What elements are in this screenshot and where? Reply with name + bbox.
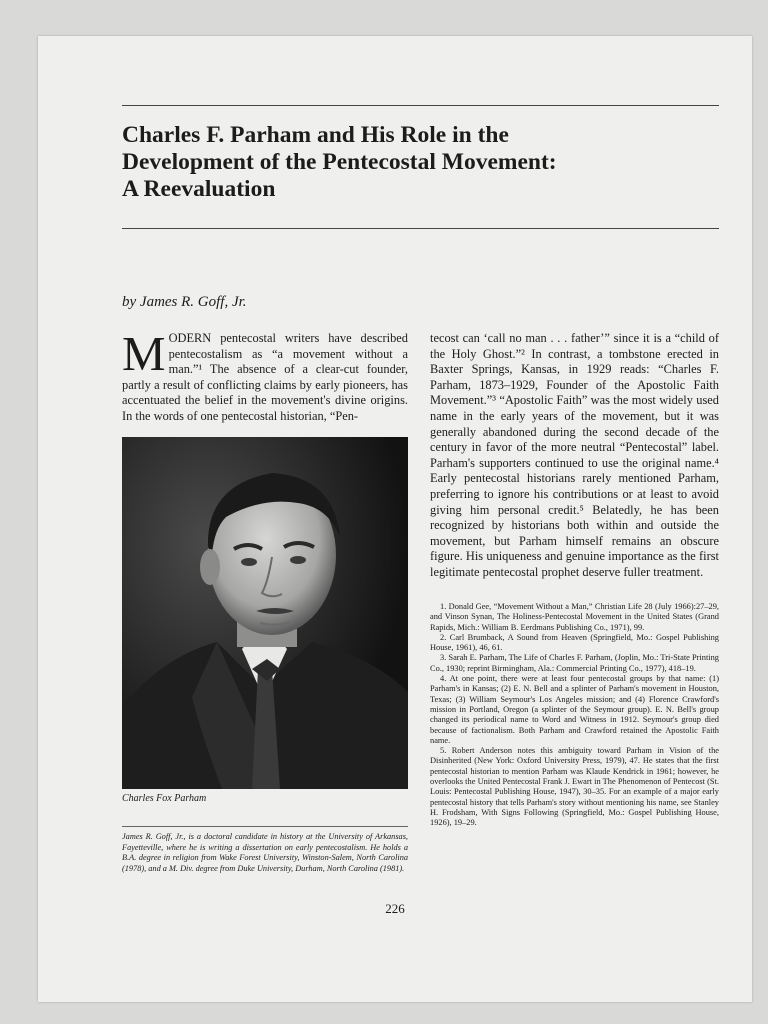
portrait-illustration (122, 437, 408, 789)
opening-paragraph (122, 326, 408, 425)
title-line: Development of the Pentecostal Movement: (122, 149, 557, 175)
footnote: 3. Sarah E. Parham, The Life of Charles F. Parham, (Joplin, Mo.: Tri-State Printing Co., 1930; reprint Birmingham, Ala.: Commercial Printing Co., 1977), 418–19. (430, 653, 719, 673)
drop-cap: M (122, 326, 166, 381)
article-title (122, 122, 682, 203)
author-note: James R. Goff, Jr., is a doctoral candidate in history at the University of Arkansas, Fayetteville, where he is writing a dissertation on early pentecostalism. He holds a B.A. degree in religion from Wake Forest University, Winston-Salem, North Carolina (1978), and a M. Div. degree from Duke University, Durham, North Carolina (1981). (122, 832, 408, 873)
journal-page (38, 36, 752, 1002)
byline: by James R. Goff, Jr. (122, 294, 247, 310)
top-rule (122, 105, 719, 106)
footnote: 1. Donald Gee, “Movement Without a Man,” Christian Life 28 (July 1966):27–29, and Vinson Synan, The Holiness-Pentecostal Movement in the United States (Grand Rapids, Mich.: William B. Eerdmans Publishing Co., 1971), 99. (430, 602, 719, 632)
footnote: 4. At one point, there were at least four pentecostal groups by that name: (1) Parham's in Kansas; (2) E. N. Bell and a splinter of Parham's movement in Houston, Texas; (3) William Seymour's Los Angeles mission; and (4) Florence Crawford's mission in Portland, Oregon (a splinter of the Seymour group). E. N. Bell's group changed its periodical name to Word and Witness in 1912. Seymour's group died because of factionalism. Both Parham and Crawford retained the Apostolic Faith name. (430, 674, 719, 745)
right-column (430, 331, 719, 581)
title-rule (122, 228, 719, 229)
footnote: 5. Robert Anderson notes this ambiguity toward Parham in Vision of the Disinherited (New York: Oxford University Press, 1979), 47. He states that the first pentecostal historian to mention Parham was Klaude Kendrick in 1961; however, he overlooks the United Pentecostal Frank J. Ewart in The Phenomenon of Pentecost (St. Louis: Pentecostal Publishing House, 1947), 30–35. For an example of a major early pentecostal history that tells Parham's story without mentioning his name, see Stanley H. Frodsham, With Signs Following (Springfield, Mo.: Gospel Publishing House, 1926), 19–29. (430, 746, 719, 828)
footnotes (430, 602, 719, 829)
body-text-right: tecost can ‘call no man . . . father’” since it is a “child of the Holy Ghost.”² In contrast, a tombstone erected in Baxter Springs, Kansas, in 1929 reads: “Charles F. Parham, 1873–1929, Founder of the Apostolic Faith Movement.”³ “Apostolic Faith” was the most widely used name in the early years of the movement, but it was generally abandoned during the second decade of the century in favor of the more neutral “Pentecostal” label. Parham's supporters continued to use the original name.⁴ Early pentecostal historians rarely mentioned Parham, preferring to ignore his contributions or at least to avoid giving him personal credit.⁵ Belatedly, he has been recognized by historians both within and outside the movement, but Parham himself remains an obscure figure. His uniqueness and genuine importance as the first legitimate pentecostal prophet deserve fuller treatment. (430, 331, 719, 579)
title-line: A Reevaluation (122, 176, 276, 202)
body-text-left: pentecostal writers have described pentecostalism as “a movement without a man.”¹ The absence of a clear-cut founder, partly a result of conflicting claims by early pioneers, has accentuated the belief in the movement's divine origins. In the words of one pentecostal historian, “Pen- (122, 331, 408, 423)
page-number: 226 (385, 901, 405, 916)
title-line: Charles F. Parham and His Role in the (122, 122, 509, 148)
smallcaps-word: ODERN (168, 331, 212, 345)
footnote: 2. Carl Brumback, A Sound from Heaven (Springfield, Mo.: Gospel Publishing House, 1961), 46, 61. (430, 632, 719, 653)
photo-caption: Charles Fox Parham (122, 793, 207, 804)
portrait-photo (122, 437, 408, 789)
author-note-rule (122, 826, 408, 827)
left-column (122, 326, 408, 425)
